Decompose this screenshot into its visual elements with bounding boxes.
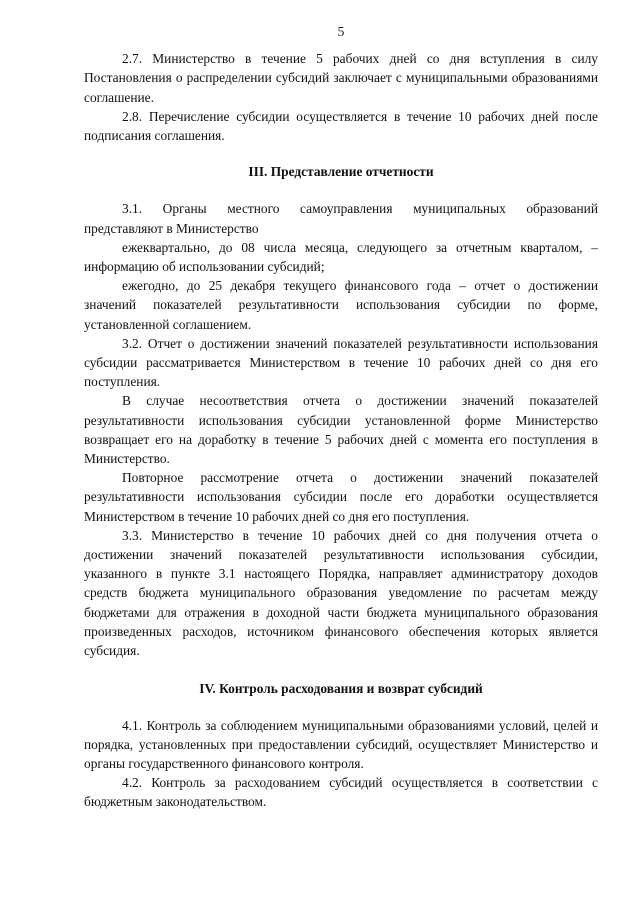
paragraph-noncompliance: В случае несоответствия отчета о достижении значений показателей результативности использования субсидии установленной форме Министерство возвращает его на доработку в течение 5 рабочих дней с момента его поступления в Министерство.	[84, 393, 598, 467]
paragraph-4-2: 4.2. Контроль за расходованием субсидий осуществляется в соответствии с бюджетным законодательством.	[84, 775, 598, 810]
paragraph-quarterly: ежеквартально, до 08 числа месяца, следующего за отчетным кварталом, – информацию об использовании субсидий;	[84, 239, 598, 275]
paragraph-repeat-review: Повторное рассмотрение отчета о достижении значений показателей результативности использования субсидии после его доработки осуществляется Министерством в течение 10 рабочих дней со дня его поступления.	[84, 470, 598, 524]
paragraph-3-2: 3.2. Отчет о достижении значений показателей результативности использования субсидии рассматривается Министерством в течение 10 рабочих дней со дня его поступления.	[84, 335, 598, 390]
paragraph-2-7: 2.7. Министерство в течение 5 рабочих дней со дня вступления в силу Постановления о распределении субсидий заключает с муниципальными образованиями соглашение.	[84, 51, 598, 105]
paragraph-yearly: ежегодно, до 25 декабря текущего финансового года – отчет о достижении значений показателей результативности использования субсидии по форме, установленной соглашением.	[84, 278, 598, 332]
paragraph-2-8: 2.8. Перечисление субсидии осуществляется в течение 10 рабочих дней после подписания соглашения.	[84, 108, 598, 144]
paragraph-3-1-line1: 3.1. Органы местного самоуправления муниципальных образований	[122, 201, 598, 217]
paragraph-3-3: 3.3. Министерство в течение 10 рабочих дней со дня получения отчета о достижении значений показателей результативности использования субсидии, указанного в пункте 3.1 настоящего Порядка, направляет администратору доходов средств бюджета муниципального образования уведомление по расчетам между бюджетами для отражения в доходной части бюджета муниципального образования произведенных расходов, источником финансового обеспечения которых является субсидия.	[84, 527, 598, 659]
page-number: 5	[337, 24, 345, 39]
paragraph-4-1: 4.1. Контроль за соблюдением муниципальными образованиями условий, целей и порядка, установленных при предоставлении субсидий, осуществляет Министерство и органы государственного финансового контроля.	[84, 717, 598, 771]
section-3-heading: III. Представление отчетности	[248, 164, 434, 180]
section-4-heading: IV. Контроль расходования и возврат субсидий	[199, 681, 483, 697]
paragraph-3-1-line2: представляют в Министерство	[84, 220, 259, 236]
